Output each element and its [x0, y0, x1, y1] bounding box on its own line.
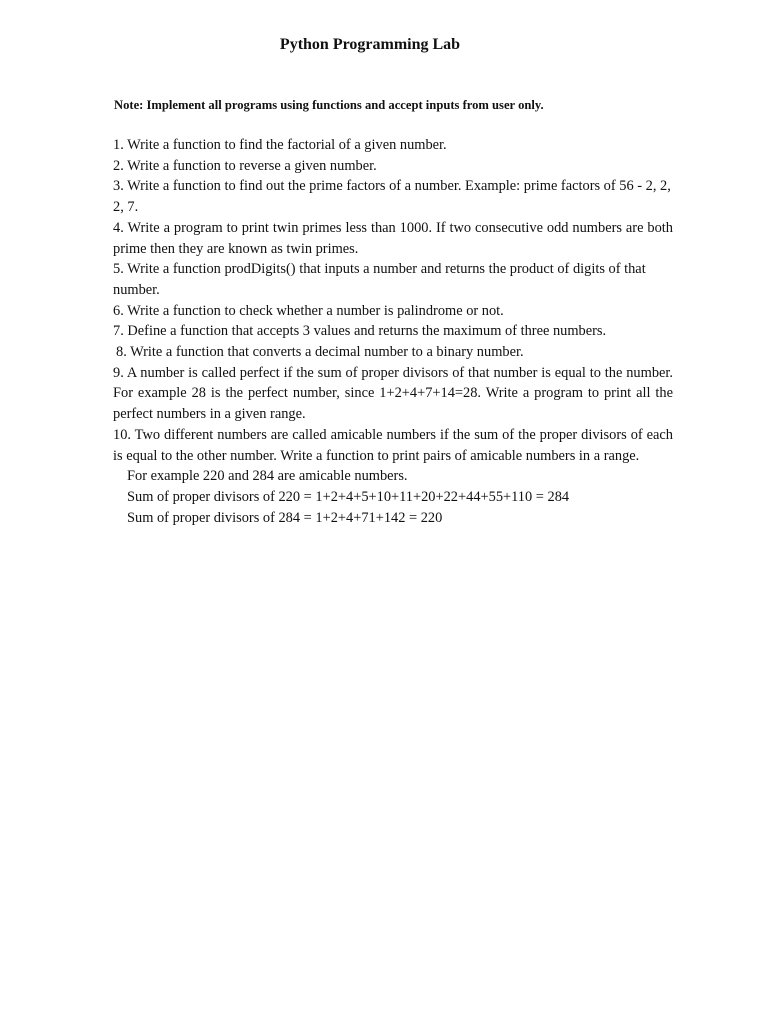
exercise-7: 7. Define a function that accepts 3 values and returns the maximum of three numbers. [113, 323, 607, 340]
exercise-6: 6. Write a function to check whether a number is palindrome or not. [113, 302, 504, 319]
exercise-4: 4. Write a program to print twin primes less than 1000. If two consecutive odd numbers are both prime then they are known as twin primes. [113, 219, 673, 257]
exercise-2: 2. Write a function to reverse a given number. [113, 157, 377, 174]
example-line-1: For example 220 and 284 are amicable numbers. [127, 468, 408, 485]
exercise-8: 8. Write a function that converts a decimal number to a binary number. [116, 344, 524, 361]
exercise-list [113, 135, 673, 528]
exercise-1: 1. Write a function to find the factorial of a given number. [113, 137, 447, 153]
example-line-2: Sum of proper divisors of 220 = 1+2+4+5+10+11+20+22+44+55+110 = 284 [127, 488, 570, 505]
exercise-3: 3. Write a function to find out the prime factors of a number. Example: prime factors of 56 - 2, 2, 2, 7. [113, 178, 671, 216]
exercise-5: 5. Write a function prodDigits() that inputs a number and returns the product of digits of that number. [113, 261, 646, 298]
example-line-3: Sum of proper divisors of 284 = 1+2+4+71+142 = 220 [127, 509, 443, 526]
page-title: Python Programming Lab [279, 36, 461, 53]
note-text: Note: Implement all programs using functions and accept inputs from user only. [114, 98, 544, 112]
exercise-9: 9. A number is called perfect if the sum of proper divisors of that number is equal to the number. For example 28 is the perfect number, since 1+2+4+7+14=28. Write a program to print all the perfect numbers in a given range. [113, 364, 673, 423]
exercise-10: 10. Two different numbers are called amicable numbers if the sum of the proper divisors of each is equal to the other number. Write a function to print pairs of amicable numbers in a range. [113, 426, 673, 464]
